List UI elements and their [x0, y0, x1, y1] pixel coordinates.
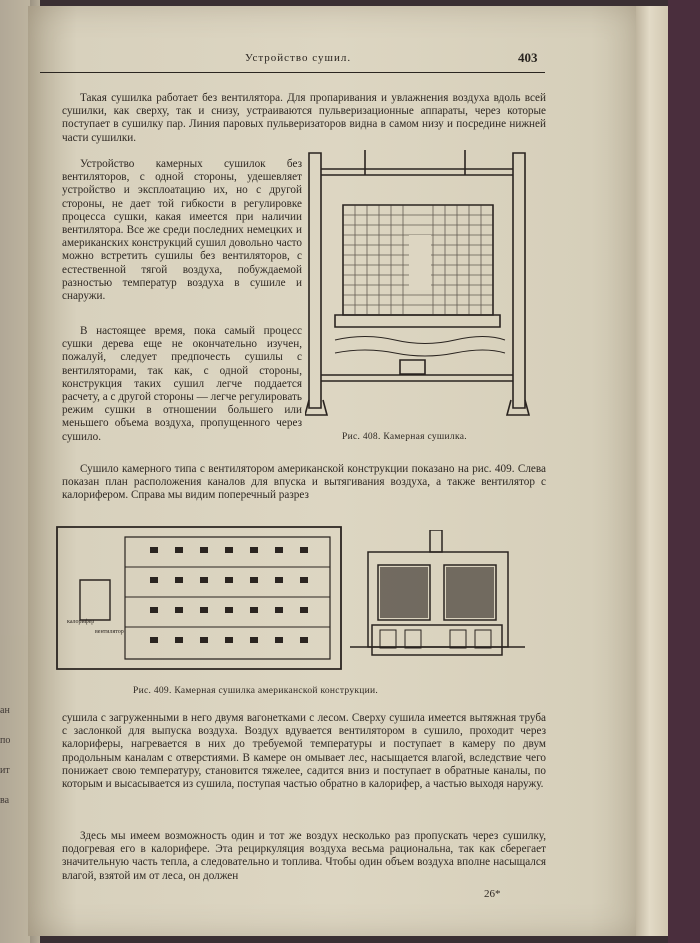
running-head-title: Устройство сушил. [245, 52, 352, 64]
figure-409-plan [55, 525, 345, 675]
paragraph-3: В настоящее время, пока самый процесс сушки дерева еще не окончательно изучен, пожалуй, следует предпочесть сушилы с вентиляторами, так как, с одной стороны, конструкция таких сушил легче поддается расчету, а с другой стороны — легче регулировать режим сушки в отношении большего или меньшего объема воздуха, пропущенного через сушило. [62, 325, 302, 443]
left-page-fragment: по [0, 735, 11, 746]
left-page-fragment: ит [0, 765, 10, 776]
page-number: 403 [518, 50, 538, 65]
paragraph-6: Здесь мы имеем возможность один и тот же воздух несколько раз пропускать через сушилку, подогревая его в калорифере. Эта рециркуляция воздуха весьма рациональна, так как сберегает значительную часть тепла, а следовательно и топлива. Чтобы один объем воздуха вполне насыщался влагой, взятой им от леса, он должен [62, 830, 546, 882]
paragraph-2: Устройство камерных сушилок без вентиляторов, с одной стороны, удешевляет устройство и эксплоатацию их, но с другой стороны, не дает той гибкости в регулировке процесса сушки, какая имеется при наличии вентилятора. Все же среди последних немецких и американских конструкций сушил довольно часто можно встретить сушилы без вентиляторов, с естественной тягой воздуха, побуждаемой разностью температур воздуха в сушиле и снаружи. [62, 158, 302, 303]
paragraph-5: сушила с загруженными в него двумя вагонетками с лесом. Сверху сушила имеется вытяжная труба с заслонкой для выпуска воздуха. Воздух вдувается вентилятором в сушило, проходит через калориферы, нагревается в них до требуемой температуры и поступает в камеру по двум продольным каналам с отверстиями. В камере он омывает лес, насыщается влагой, вследствие чего понижает свою температуру, становится тяжелее, садится вниз и поступает в обратные каналы, по которым и высасывается из сушила, поступая частью обратно в калорифер, а частью выходя наружу. [62, 712, 546, 791]
figure-408-chamber-dryer [305, 145, 545, 425]
page-edges [636, 6, 670, 936]
paragraph-1: Такая сушилка работает без вентилятора. Для пропаривания и увлажнения воздуха вдоль всей сушилки, как сверху, так и снизу, устраиваются пульверизационные аппараты, через которые поступает в сушилку пар. Линия паровых пульверизаторов видна в самом низу и посредине нижней части сушилки. [62, 92, 546, 144]
left-page-fragment: ан [0, 705, 10, 716]
book-cover [668, 0, 700, 943]
figure-409-section [350, 530, 525, 670]
left-page-fragment: ва [0, 795, 10, 806]
left-page-edge [0, 0, 30, 943]
header-rule [40, 72, 545, 73]
running-head [40, 52, 540, 70]
plan-label-heater: калорифер [67, 619, 95, 625]
figure-409-caption: Рис. 409. Камерная сушилка американской конструкции. [133, 686, 379, 696]
paragraph-4: Сушило камерного типа с вентилятором американской конструкции показано на рис. 409. Слева показан план расположения каналов для впуска и вытягивания воздуха, а также вентилятор с калорифером. Справа мы видим поперечный разрез [62, 463, 546, 502]
footer-signature: 26* [484, 888, 501, 900]
plan-label-fan: вентилятор [95, 629, 124, 635]
figure-408-caption: Рис. 408. Камерная сушилка. [342, 432, 467, 442]
